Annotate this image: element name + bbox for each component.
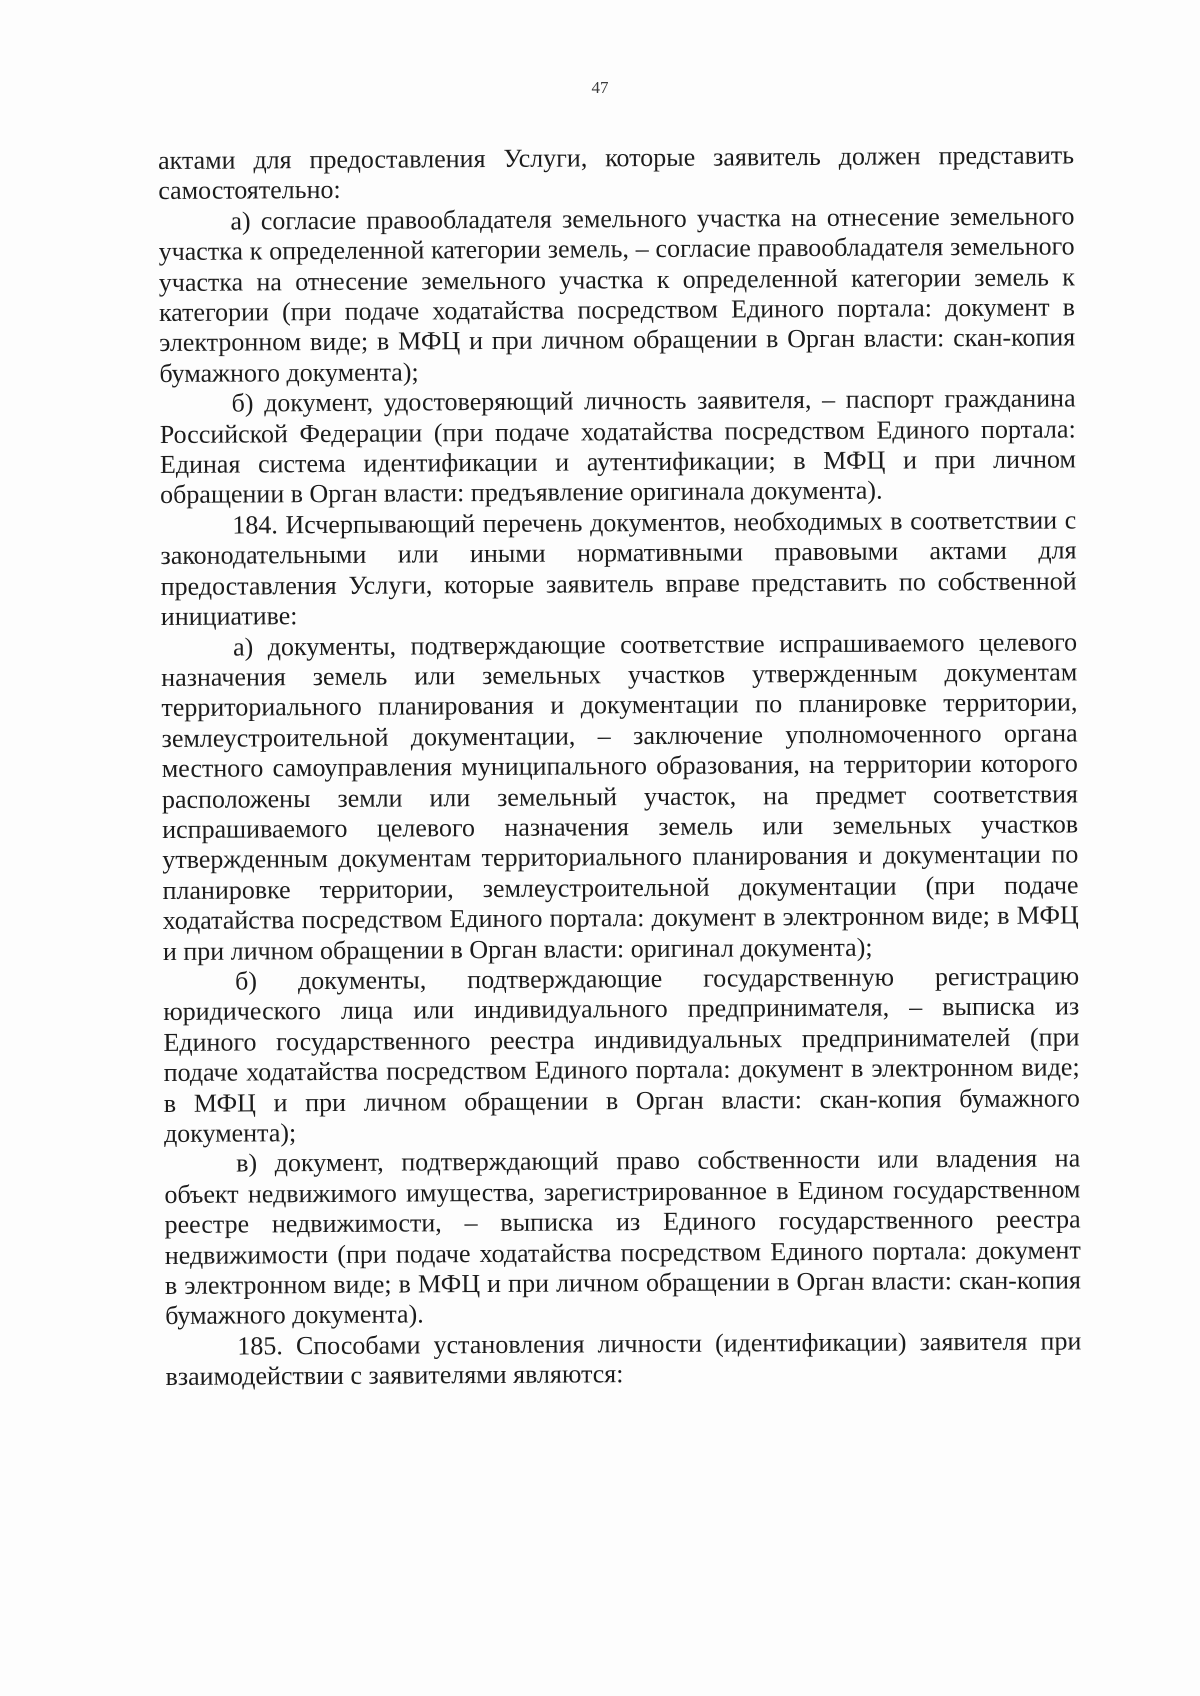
paragraph-marker: б)	[231, 388, 254, 418]
paragraph-text: документ, удостоверяющий личность заявителя, – паспорт гражданина Российской Федерации (при подаче ходатайства посредством Единого портала: Единая система идентификации и аутентификации; в МФЦ и при личном обращении в Орган власти: предъявление оригинала документа).	[159, 383, 1077, 510]
document-body	[158, 140, 1082, 1392]
paragraph-clause-184	[160, 505, 1077, 632]
paragraph-text: Способами установления личности (идентификации) заявителя при взаимодействии с заявителями являются:	[165, 1326, 1082, 1392]
clause-number: 185.	[237, 1331, 283, 1361]
paragraph-continuation	[158, 140, 1074, 206]
paragraph-text: документ, подтверждающий право собственности или владения на объект недвижимого имущества, зарегистрированное в Едином государственном реестре недвижимости, – выписка из Единого государственного реестра недвижимости (при подаче ходатайства посредством Единого портала: документ в электронном виде; в МФЦ и при личном обращении в Орган власти: скан-копия бумажного документа).	[164, 1143, 1082, 1331]
paragraph-item-a-planning-documents	[161, 627, 1079, 967]
paragraph-text: документы, подтверждающие государственную регистрацию юридического лица или индивидуального предпринимателя, – выписка из Единого государственного реестра индивидуальных предпринимателей (при подаче ходатайства посредством Единого портала: документ в электронном виде; в МФЦ и при личном обращении в Орган власти: скан-копия бумажного документа);	[163, 961, 1080, 1148]
paragraph-item-b-identity-document	[159, 384, 1076, 511]
paragraph-text: Исчерпывающий перечень документов, необходимых в соответствии с законодательными или иными нормативными правовыми актами для предоставления Услуги, которые заявитель вправе представить по собственной инициативе:	[160, 505, 1077, 632]
paragraph-marker: а)	[232, 631, 254, 662]
clause-number: 184.	[232, 510, 278, 540]
paragraph-text: согласие правообладателя земельного участка на отнесение земельного участка к определенной категории земель, – согласие правообладателя земельного участка на отнесение земельного участка к определенной категории земель к категории (при подаче ходатайства посредством Единого портала: документ в электронном виде; в МФЦ и при личном обращении в Орган власти: скан-копия бумажного документа);	[158, 201, 1076, 388]
page-number: 47	[591, 78, 609, 97]
paragraph-marker: а)	[230, 206, 251, 236]
paragraph-item-a-consent	[158, 201, 1075, 389]
paragraph-marker: б)	[235, 966, 258, 996]
paragraph-clause-185	[165, 1326, 1081, 1392]
paragraph-text: документы, подтверждающие соответствие испрашиваемого целевого назначения земель или земельных участков утвержденным документам территориального планирования и документации по планировке территории, землеустроительной документации, – заключение уполномоченного органа местного самоуправления муниципального образования, на территории которого расположены земли или земельный участок, на предмет соответствия испрашиваемого целевого назначения земель или земельных участков утвержденным документам территориального планирования и документации по планировке территории, землеустроительной документации (при подаче ходатайства посредством Единого портала: документ в электронном виде; в МФЦ и при личном обращении в Орган власти: оригинал документа);	[161, 626, 1079, 966]
paragraph-item-b-registration-documents	[163, 961, 1080, 1149]
paragraph-item-v-property-document	[164, 1144, 1081, 1332]
paragraph-marker: в)	[236, 1148, 258, 1178]
paragraph-text: актами для предоставления Услуги, которые заявитель должен представить самостоятельно:	[158, 140, 1075, 206]
